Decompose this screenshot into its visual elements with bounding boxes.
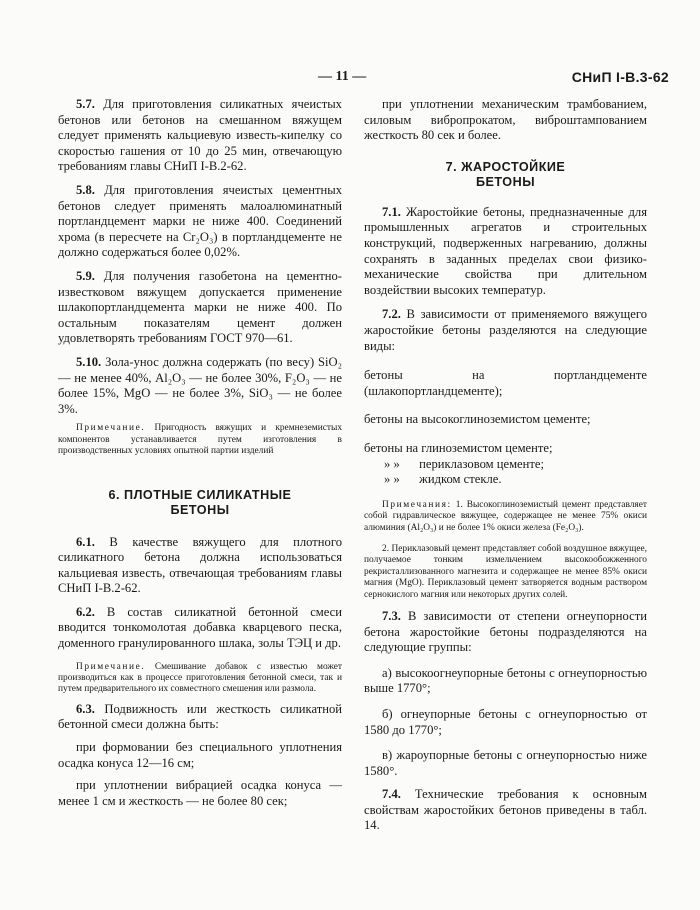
section-6-title: 6. ПЛОТНЫЕ СИЛИКАТНЫЕ БЕТОНЫ	[108, 487, 292, 517]
kind-text: жидком стекле.	[419, 472, 502, 487]
concrete-kind-2: бетоны на высокоглиноземистом цементе;	[364, 412, 591, 427]
note-text: Смешивание добавок с известью может производиться как в процессе приготовления бетонной смеси, так и путем предварительного их совместного смешения или размола.	[58, 661, 343, 695]
clause-number: 5.8.	[76, 182, 95, 197]
group-a: а) высокоогнеупорные бетоны с огнеупорностью выше 1770°;	[364, 665, 647, 696]
clause-text: Для приготовления ячеистых цементных бетонов следует применять малоалюминатный портландцемент марки не ниже 400. Соединений хрома (в пересчете на Cr₂O₃) в портландцементе не должно содержаться более 0,02%.	[58, 182, 342, 260]
left-column	[58, 97, 342, 809]
clause-text: Подвижность или жесткость силикатной бетонной смеси должна быть:	[58, 701, 342, 732]
document-code: СНиП I-В.3-62	[571, 69, 669, 85]
clause-number: 5.9.	[76, 268, 95, 283]
clause-5-8	[58, 183, 342, 261]
clause-text: В качестве вяжущего для плотного силикатного бетона должна использоваться кальциевая известь, отвечающая требованиям главы СНиП I-В.2-62.	[58, 534, 342, 596]
clause-number: 7.3.	[382, 608, 401, 623]
note-label: Примечание.	[76, 423, 146, 434]
ditto-mark: » »	[384, 472, 400, 487]
section-7-title: 7. ЖАРОСТОЙКИЕ БЕТОНЫ	[445, 159, 566, 190]
note-label: Примечание.	[76, 661, 146, 672]
clause-7-2	[364, 307, 647, 354]
note-text: Пригодность вяжущих и кремнеземистых компонентов устанавливается путем изготовления в производственных условиях опытной партии изделий	[58, 423, 343, 457]
clause-5-10	[58, 355, 342, 417]
clause-number: 7.4.	[382, 787, 401, 802]
ditto-mark: » »	[384, 456, 400, 471]
clause-6-3-a: при формовании без специального уплотнения осадка конуса 12—16 см;	[58, 740, 342, 770]
clause-7-4	[364, 787, 647, 834]
clause-5-9	[58, 269, 342, 347]
concrete-kind-3: бетоны на глиноземистом цементе;	[364, 440, 553, 455]
clause-6-3	[58, 702, 342, 733]
kind-text: периклазовом цементе;	[419, 456, 544, 471]
clause-text: Для приготовления силикатных ячеистых бетонов или бетонов на смешанном вяжущем следует применять кальциевую известь-кипелку со скоростью гашения от 10 до 25 мин, отвечающую требованиям главы СНиП I-В.2-62.	[58, 97, 342, 174]
clause-text: Зола-унос должна содержать (по весу) SiO₂ — не менее 40%, Al₂O₃ — не более 30%, F₂O₃ — не более 15%, MgO — не более 3%, SiO₃ — не более 3%.	[58, 354, 343, 416]
clause-5-7	[58, 97, 342, 175]
clause-text: В состав силикатной бетонной смеси вводится тонкомолотая добавка кварцевого песка, доменного гранулированного шлака, золы ТЭЦ и др.	[58, 604, 342, 651]
concrete-kind-5	[364, 472, 647, 488]
clause-text: В зависимости от применяемого вяжущего жаростойкие бетоны разделяются на следующие виды:	[364, 307, 647, 353]
group-c: в) жароупорные бетоны с огнеупорностью ниже 1580°.	[364, 748, 647, 778]
clause-text: Для получения газобетона на цементно-известковом вяжущем допускается применение шлакопортландцемента марки не ниже 400. По остальным показателям цемент должен удовлетворять требованиям ГОСТ 970—61.	[58, 268, 342, 346]
group-b: б) огнеупорные бетоны с огнеупорностью от 1580 до 1770°;	[364, 706, 647, 737]
clause-number: 5.10.	[76, 354, 102, 369]
clause-6-1	[58, 535, 342, 597]
notes-label: Примечания:	[382, 499, 452, 510]
clause-number: 6.3.	[76, 701, 95, 716]
concrete-kind-1: бетоны на портландцементе (шлакопортландцементе);	[364, 368, 647, 398]
clause-text: Жаростойкие бетоны, предназначенные для промышленных агрегатов и строительных конструкций, подверженных нагреванию, должны сохранять в заданных пределах свои физико-механические свойства при длительном воздействии высоких температур.	[364, 204, 647, 297]
note-7-1	[364, 500, 647, 534]
clause-text: В зависимости от степени огнеупорности бетона жаростойкие бетоны подразделяются на следующие группы:	[364, 608, 647, 655]
clause-number: 6.2.	[76, 604, 95, 619]
clause-7-3	[364, 609, 647, 656]
note-6	[58, 662, 342, 696]
clause-number: 6.1.	[76, 534, 95, 549]
clause-7-1	[364, 205, 647, 299]
page-number: — 11 —	[318, 69, 367, 84]
clause-6-3-b: при уплотнении вибрацией осадка конуса — менее 1 см и жесткость — не более 80 сек;	[58, 778, 342, 808]
note-5	[58, 423, 342, 457]
clause-number: 7.2.	[382, 307, 401, 322]
clause-6-3-c: при уплотнении механическим трамбованием, силовым вибропрокатом, виброштампованием жесткость 80 сек и более.	[364, 97, 647, 143]
clause-number: 7.1.	[382, 204, 401, 219]
note-7-2: 2. Периклазовый цемент представляет собой воздушное вяжущее, получаемое тонким измельчением высокообожженного рекристаллизованного магнезита и содержащее не менее 85% окиси магния (MgO). Периклазовый цемент затворяется водным раствором сернокислого магния или некоторых других солей.	[364, 543, 647, 600]
clause-text: Технические требования к основным свойствам жаростойких бетонов приведены в табл. 14.	[364, 787, 647, 833]
note-text: 1. Высокоглиноземистый цемент представляет собой гидравлическое вяжущее, содержащее не менее 75% окиси алюминия (Al₂O₃) и не более 1% окиси железа (Fe₂O₃).	[364, 499, 648, 533]
concrete-kind-4	[364, 457, 647, 473]
right-column	[364, 97, 647, 834]
clause-6-2	[58, 605, 342, 652]
clause-number: 5.7.	[76, 97, 95, 111]
